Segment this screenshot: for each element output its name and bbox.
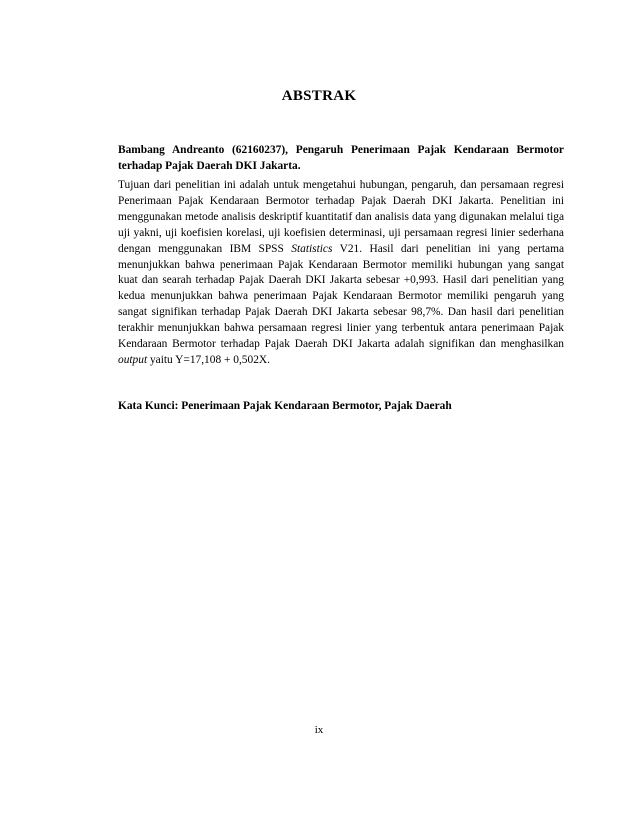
abstract-text-3: yaitu Y=17,108 + 0,502X. [147, 353, 270, 366]
abstract-text-2: V21. Hasil dari penelitian ini yang pertama menunjukkan bahwa penerimaan Pajak Kendaraan Bermotor memiliki hubungan yang sangat kuat dan searah terhadap Pajak Daerah DKI Jakarta sebesar +0,993. Hasil dari penelitian yang kedua menunjukkan bahwa penerimaan Pajak Kendaraan Bermotor memiliki pengaruh yang sangat signifikan terhadap Pajak Daerah DKI Jakarta sebesar 98,7%. Dan hasil dari penelitian terakhir menunjukkan bahwa persamaan regresi linier yang terbentuk antara penerimaan Pajak Kendaraan Bermotor terhadap Pajak Daerah DKI Jakarta adalah signifikan dan menghasilkan [118, 242, 564, 351]
page-title: ABSTRAK [281, 88, 357, 104]
abstract-text-1: Tujuan dari penelitian ini adalah untuk mengetahui hubungan, pengaruh, dan persamaan regresi Penerimaan Pajak Kendaraan Bermotor terhadap Pajak Daerah DKI Jakarta. Penelitian ini menggunakan metode analisis deskriptif kuantitatif dan analisis data yang digunakan melalui tiga uji yakni, uji koefisien korelasi, uji koefisien determinasi, uji persamaan regresi linier sederhana dengan menggunakan IBM SPSS [118, 179, 564, 255]
author-identification: Bambang Andreanto (62160237), Pengaruh Penerimaan Pajak Kendaraan Bermotor terhadap Pajak Daerah DKI Jakarta. [118, 144, 564, 172]
abstract-body [118, 178, 564, 369]
abstract-italic-statistics: Statistics [291, 242, 333, 255]
abstract-italic-output: output [118, 353, 148, 366]
keywords: Kata Kunci: Penerimaan Pajak Kendaraan Bermotor, Pajak Daerah [118, 400, 452, 412]
page-number: ix [314, 724, 324, 736]
